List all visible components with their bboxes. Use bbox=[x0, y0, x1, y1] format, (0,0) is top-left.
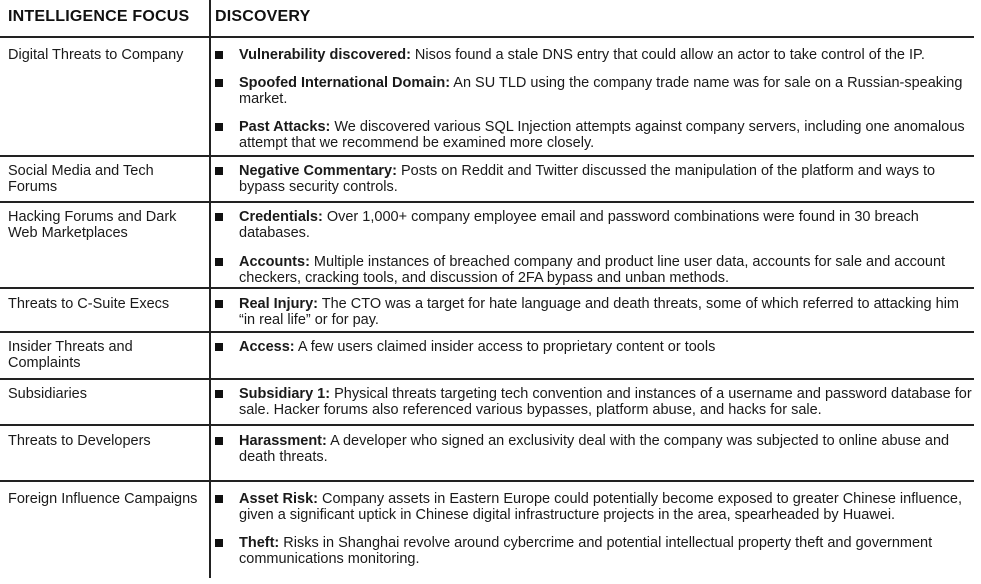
row-divider bbox=[0, 201, 974, 203]
bullet-icon bbox=[215, 213, 223, 221]
discovery-item bbox=[215, 119, 973, 151]
focus-hacking-forums: Hacking Forums and Dark Web Marketplaces bbox=[8, 209, 177, 241]
focus-social-media: Social Media and Tech Forums bbox=[8, 163, 154, 195]
bullet-icon bbox=[215, 123, 223, 131]
row-divider bbox=[0, 424, 974, 426]
item-text: Risks in Shanghai revolve around cybercrime and potential intellectual property theft and government communications monitoring. bbox=[239, 535, 933, 567]
item-text: An SU TLD using the company trade name was for sale on a Russian-speaking market. bbox=[239, 75, 963, 107]
discovery-item bbox=[215, 386, 973, 418]
item-label: Negative Commentary: bbox=[239, 163, 397, 179]
row-divider bbox=[0, 378, 974, 380]
item-text: The CTO was a target for hate language and death threats, some of which referred to attacking him “in real life” or for pay. bbox=[239, 296, 960, 328]
bullet-icon bbox=[215, 258, 223, 266]
focus-developers: Threats to Developers bbox=[8, 433, 151, 449]
row-divider bbox=[0, 331, 974, 333]
item-label: Spoofed International Domain: bbox=[239, 75, 451, 91]
focus-subsidiaries: Subsidiaries bbox=[8, 386, 87, 402]
bullet-icon bbox=[215, 167, 223, 175]
item-label: Asset Risk: bbox=[239, 491, 318, 507]
header-discovery: DISCOVERY bbox=[215, 8, 311, 25]
item-label: Accounts: bbox=[239, 254, 310, 270]
discovery-item bbox=[215, 75, 973, 107]
discovery-item bbox=[215, 339, 973, 355]
discovery-item bbox=[215, 433, 973, 465]
bullet-icon bbox=[215, 300, 223, 308]
bullet-icon bbox=[215, 51, 223, 59]
item-text: Company assets in Eastern Europe could potentially become exposed to greater Chinese influence, given a significant uptick in Chinese digital infrastructure projects in the area, spearheaded by Huawei. bbox=[239, 491, 963, 523]
item-text: Physical threats targeting tech convention and instances of a username and password database for sale. Hacker forums also referenced various bypasses, platform abuse, and hacks for sale. bbox=[239, 386, 972, 418]
discovery-item bbox=[215, 254, 973, 286]
bullet-icon bbox=[215, 390, 223, 398]
focus-c-suite: Threats to C-Suite Execs bbox=[8, 296, 170, 312]
bullet-icon bbox=[215, 437, 223, 445]
focus-digital-threats: Digital Threats to Company bbox=[8, 47, 184, 63]
row-divider bbox=[0, 287, 974, 289]
header-intelligence-focus: INTELLIGENCE FOCUS bbox=[8, 8, 190, 25]
item-text: Multiple instances of breached company and product line user data, accounts for sale and account checkers, cracking tools, and discussion of 2FA bypass and unban methods. bbox=[239, 254, 946, 286]
item-text: We discovered various SQL Injection attempts against company servers, including one anomalous attempt that we recommend be examined more closely. bbox=[239, 119, 965, 151]
item-label: Theft: bbox=[239, 535, 280, 551]
item-label: Subsidiary 1: bbox=[239, 386, 331, 402]
discovery-item bbox=[215, 535, 973, 567]
item-label: Access: bbox=[239, 339, 295, 355]
item-text: A developer who signed an exclusivity deal with the company was subjected to online abuse and death threats. bbox=[239, 433, 950, 465]
item-text: A few users claimed insider access to proprietary content or tools bbox=[294, 339, 716, 355]
discovery-item bbox=[215, 163, 973, 195]
bullet-icon bbox=[215, 343, 223, 351]
focus-insider-threats: Insider Threats and Complaints bbox=[8, 339, 133, 371]
bullet-icon bbox=[215, 539, 223, 547]
row-divider bbox=[0, 155, 974, 157]
discovery-item bbox=[215, 296, 973, 328]
item-label: Vulnerability discovered: bbox=[239, 47, 411, 63]
bullet-icon bbox=[215, 79, 223, 87]
item-text: Over 1,000+ company employee email and password combinations were found in 30 breach databases. bbox=[239, 209, 919, 241]
item-text: Nisos found a stale DNS entry that could allow an actor to take control of the IP. bbox=[410, 47, 925, 63]
row-divider bbox=[0, 480, 974, 482]
bullet-icon bbox=[215, 495, 223, 503]
item-label: Harassment: bbox=[239, 433, 327, 449]
header-divider bbox=[0, 36, 974, 38]
item-label: Credentials: bbox=[239, 209, 323, 225]
discovery-item bbox=[215, 491, 973, 523]
item-label: Past Attacks: bbox=[239, 119, 331, 135]
focus-foreign-influence: Foreign Influence Campaigns bbox=[8, 491, 198, 507]
item-text: Posts on Reddit and Twitter discussed the manipulation of the platform and ways to bypass security controls. bbox=[239, 163, 936, 195]
discovery-item bbox=[215, 209, 973, 241]
column-divider bbox=[209, 0, 211, 578]
item-label: Real Injury: bbox=[239, 296, 318, 312]
discovery-item bbox=[215, 47, 973, 63]
